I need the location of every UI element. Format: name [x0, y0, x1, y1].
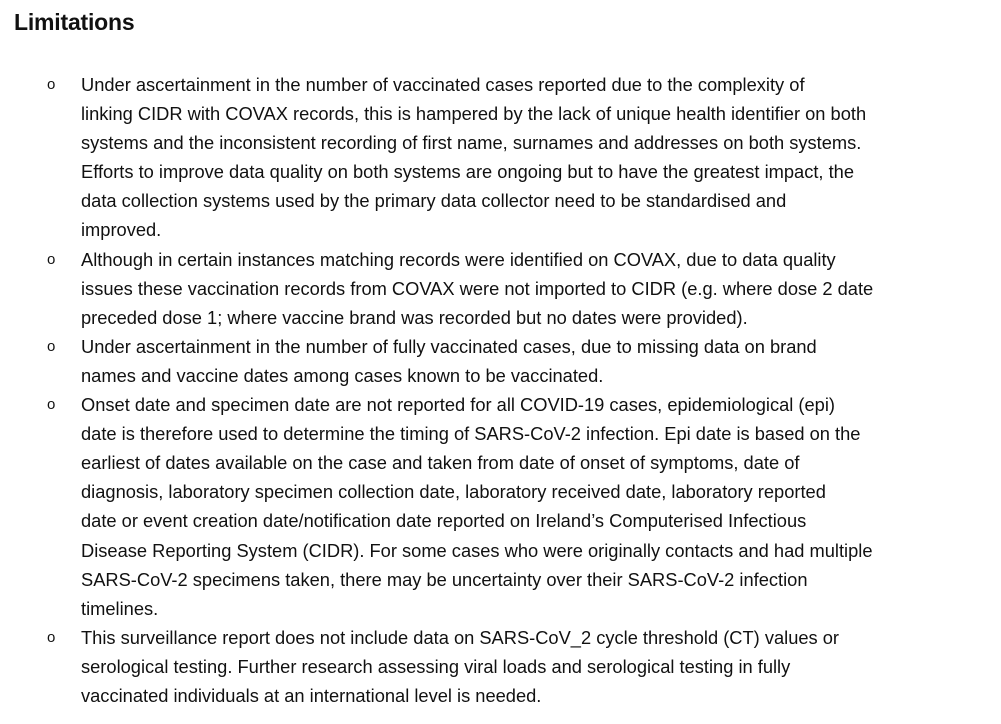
bullet-marker: o — [47, 337, 56, 355]
section-heading: Limitations — [14, 9, 135, 35]
list-item-text-line: date or event creation date/notification date reported on Ireland’s Computerised Infectious — [81, 510, 807, 532]
list-item-text-line: diagnosis, laboratory specimen collection date, laboratory received date, laboratory reported — [81, 481, 826, 503]
list-item — [0, 332, 1001, 390]
bullet-marker: o — [47, 250, 56, 268]
list-item-text-line: Although in certain instances matching records were identified on COVAX, due to data quality — [81, 248, 836, 270]
list-item-text-line: date is therefore used to determine the timing of SARS-CoV-2 infection. Epi date is based on the — [81, 423, 861, 445]
bullet-marker: o — [47, 396, 56, 414]
list-item-text-line: SARS-CoV-2 specimens taken, there may be uncertainty over their SARS-CoV-2 infection — [81, 568, 808, 590]
list-item-text-line: Under ascertainment in the number of vaccinated cases reported due to the complexity of — [81, 74, 805, 95]
list-item-text-line: linking CIDR with COVAX records, this is hampered by the lack of unique health identifier on both — [81, 103, 867, 125]
list-item-text-line: serological testing. Further research assessing viral loads and serological testing in fully — [81, 655, 791, 677]
bullet-marker: o — [47, 628, 56, 646]
list-item — [0, 623, 1001, 710]
list-item-text-line: timelines. — [81, 597, 159, 619]
list-item-text-line: issues these vaccination records from COVAX were not imported to CIDR (e.g. where dose 2 date — [81, 277, 874, 299]
limitations-list — [0, 70, 1001, 710]
list-item-text-line: Onset date and specimen date are not reported for all COVID-19 cases, epidemiological (epi) — [81, 394, 835, 416]
list-item-text-line: names and vaccine dates among cases known to be vaccinated. — [81, 364, 604, 386]
list-item-text-line: vaccinated individuals at an international level is needed. — [81, 684, 542, 706]
list-item-text-line: data collection systems used by the primary data collector need to be standardised and — [81, 190, 787, 212]
list-item — [0, 70, 1001, 245]
list-item — [0, 245, 1001, 332]
list-item-text-line: systems and the inconsistent recording of first name, surnames and addresses on both systems. — [81, 132, 862, 154]
list-item-text-line: preceded dose 1; where vaccine brand was recorded but no dates were provided). — [81, 306, 748, 328]
list-item-text-line: earliest of dates available on the case and taken from date of onset of symptoms, date of — [81, 452, 800, 474]
list-item-text-line: Under ascertainment in the number of fully vaccinated cases, due to missing data on brand — [81, 335, 817, 357]
list-item-text-line: Efforts to improve data quality on both systems are ongoing but to have the greatest impact, the — [81, 161, 854, 183]
list-item-text-line: Disease Reporting System (CIDR). For some cases who were originally contacts and had multiple — [81, 539, 873, 561]
bullet-marker: o — [47, 76, 56, 93]
list-item-text-line: This surveillance report does not include data on SARS-CoV_2 cycle threshold (CT) values or — [81, 626, 840, 648]
list-item-text-line: improved. — [81, 219, 162, 241]
list-item — [0, 390, 1001, 623]
